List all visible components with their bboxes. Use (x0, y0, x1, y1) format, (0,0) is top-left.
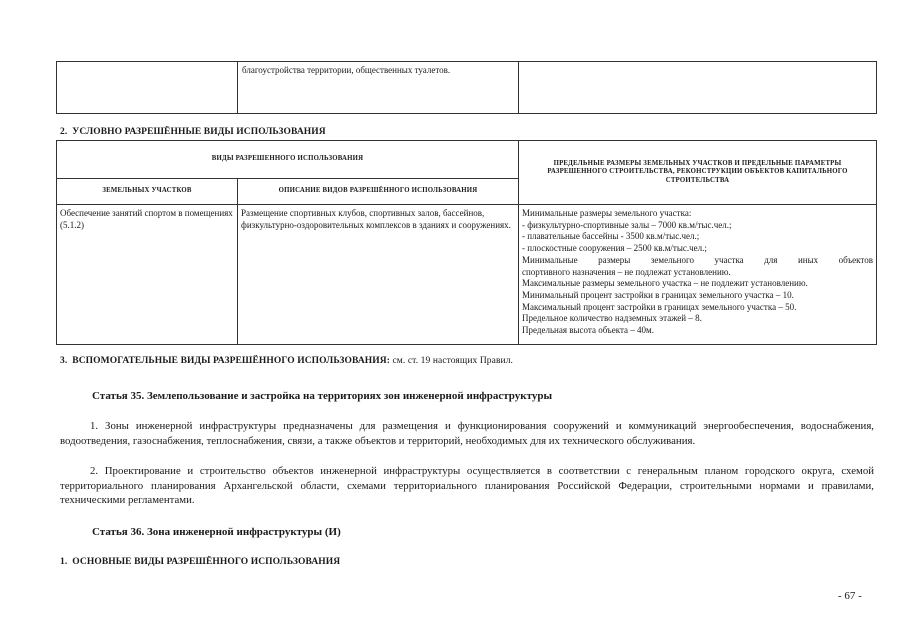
cell-description: Размещение спортивных клубов, спортивных залов, бассейнов, физкультурно-оздоровительных комплексов в зданиях и сооружениях. (238, 205, 519, 345)
section-3-title: ВСПОМОГАТЕЛЬНЫЕ ВИДЫ РАЗРЕШЁННОГО ИСПОЛЬЗОВАНИЯ: (72, 356, 390, 366)
cell-land-use: Обеспечение занятий спортом в помещениях (5.1.2) (57, 205, 238, 345)
page-number: - 67 - (838, 590, 862, 602)
conditional-uses-table (56, 140, 877, 345)
header-limit-parameters: ПРЕДЕЛЬНЫЕ РАЗМЕРЫ ЗЕМЕЛЬНЫХ УЧАСТКОВ И ПРЕДЕЛЬНЫЕ ПАРАМЕТРЫ РАЗРЕШЕННОГО СТРОИТЕЛЬСТВА, РЕКОНСТРУКЦИИ ОБЪЕКТОВ КАПИТАЛЬНОГО СТРОИТЕЛЬСТВА (519, 141, 877, 205)
table-row (57, 62, 877, 114)
article-35-title: Статья 35. Землепользование и застройка на территориях зон инженерной инфраструктуры (92, 390, 553, 402)
table-row (57, 205, 877, 345)
table-cell-land-use (57, 62, 238, 114)
table-header-row (57, 141, 877, 179)
limit-line: спортивного назначения – не подлежат установлению. (522, 266, 731, 277)
limit-line: Минимальные размеры земельного участка для иных объектов (522, 254, 873, 265)
limit-line: Максимальный процент застройки в границах земельного участка – 50. (522, 301, 797, 312)
section-1-heading (60, 557, 340, 567)
section-2-title: УСЛОВНО РАЗРЕШЁННЫЕ ВИДЫ ИСПОЛЬЗОВАНИЯ (72, 127, 326, 137)
header-permitted-uses: ВИДЫ РАЗРЕШЕННОГО ИСПОЛЬЗОВАНИЯ (57, 141, 519, 179)
paragraph-text: 1. Зоны инженерной инфраструктуры предназначены для размещения и функционирования сооружений и коммуникаций энергообеспечения, водоснабжения, водоотведения, газоснабжения, теплоснабжения, связи, а также объектов и территорий, необходимых для их технического обслуживания. (60, 420, 874, 447)
table-cell-description: благоустройства территории, общественных туалетов. (238, 62, 519, 114)
section-1-title: ОСНОВНЫЕ ВИДЫ РАЗРЕШЁННОГО ИСПОЛЬЗОВАНИЯ (72, 557, 341, 567)
article-35-paragraph-2 (60, 464, 874, 508)
limit-line: Предельная высота объекта – 40м. (522, 325, 654, 336)
limit-line: Максимальные размеры земельного участка – не подлежит установлению. (522, 278, 808, 289)
continuation-table (56, 61, 877, 114)
limit-line: Минимальные размеры земельного участка: (522, 208, 692, 218)
section-2-number: 2. (60, 127, 68, 137)
table-cell-limits (519, 62, 877, 114)
cell-limits (519, 205, 877, 345)
section-3-heading (60, 356, 513, 366)
section-3-number: 3. (60, 356, 68, 366)
section-2-heading (60, 127, 326, 137)
article-35-paragraph-1 (60, 419, 874, 448)
limit-line: - плавательные бассейны - 3500 кв.м/тыс.чел.; (522, 231, 700, 242)
paragraph-text: 2. Проектирование и строительство объектов инженерной инфраструктуры осуществляется в соответствии с генеральным планом городского округа, схемой территориального планирования Архангельской области, схемами территориального планирования Российской Федерации, строительными нормами и правилами, техническими регламентами. (60, 465, 874, 506)
section-1-number: 1. (60, 557, 68, 567)
limit-line: Минимальный процент застройки в границах земельного участка – 10. (522, 289, 794, 300)
header-use-description: ОПИСАНИЕ ВИДОВ РАЗРЕШЁННОГО ИСПОЛЬЗОВАНИЯ (238, 179, 519, 205)
limit-line: Предельное количество надземных этажей – 8. (522, 313, 702, 324)
article-36-title: Статья 36. Зона инженерной инфраструктуры (И) (92, 526, 341, 538)
limit-line: - физкультурно-спортивные залы – 7000 кв.м/тыс.чел.; (522, 219, 732, 230)
section-3-reference: см. ст. 19 настоящих Правил. (389, 356, 514, 366)
limit-line: - плоскостные сооружения – 2500 кв.м/тыс.чел.; (522, 243, 707, 254)
header-land-plots: ЗЕМЕЛЬНЫХ УЧАСТКОВ (57, 179, 238, 205)
